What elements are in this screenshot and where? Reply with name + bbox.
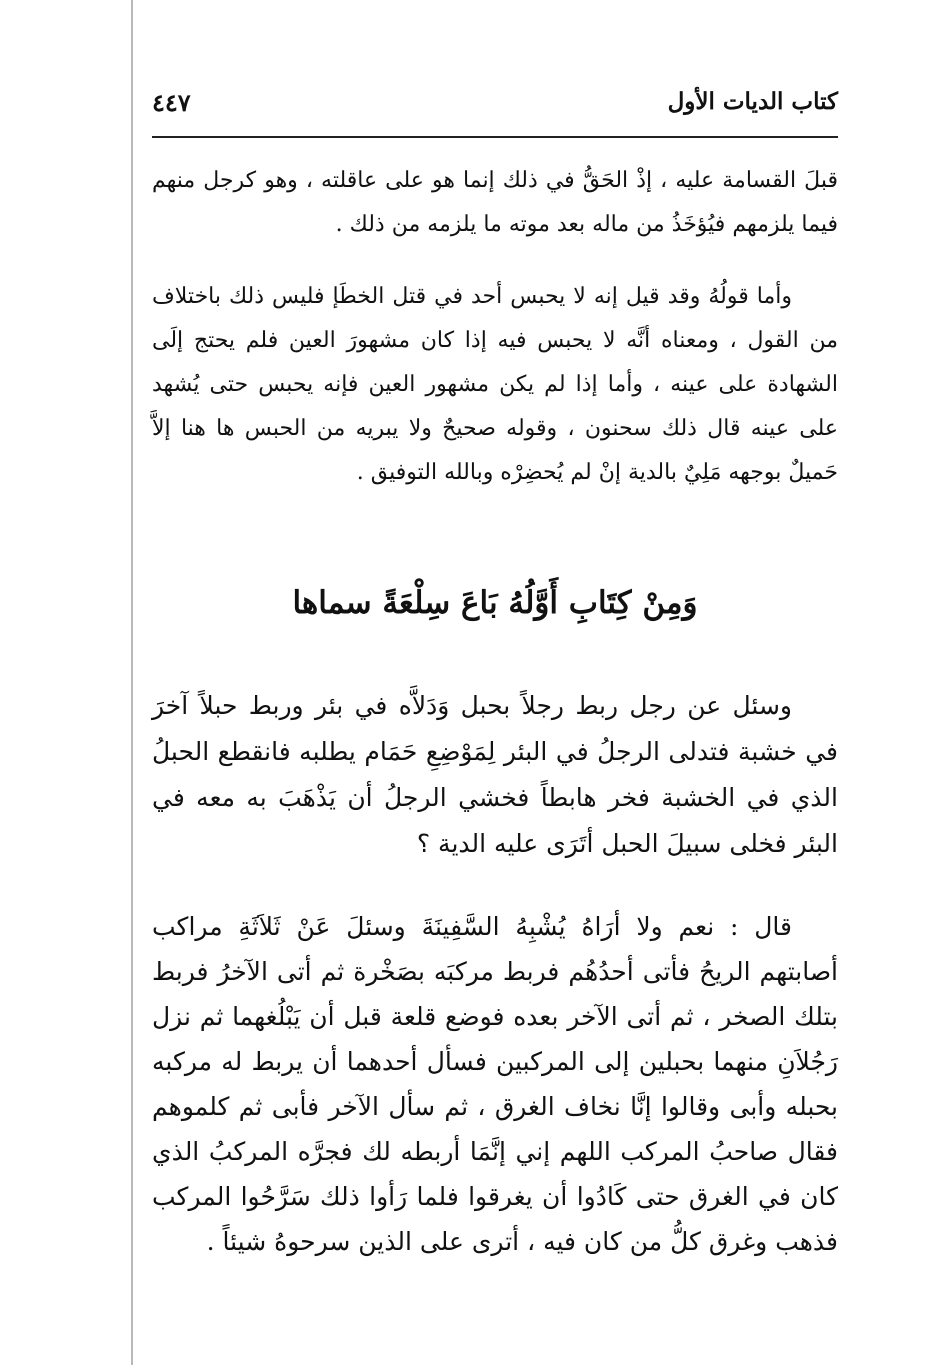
header-rule xyxy=(152,136,838,138)
paragraph-2: وأما قولُهُ وقد قيل إنه لا يحبس أحد في قتل الخطَإ فليس ذلك باختلاف من القول ، ومعناه أنَّه لا يحبس فيه إذا كان مشهورَ العين فلم يحتج إلَى الشهادة على عينه ، وأما إذا لم يكن مشهور العين فإنه يحبس حتى يُشهد على عينه قال ذلك سحنون ، وقوله صحيحٌ ولا يبريه من الحبس ها هنا إلاَّ حَميلٌ بوجهه مَلِيٌ بالدية إنْ لم يُحضِرْه وبالله التوفيق . xyxy=(152,284,838,485)
paragraph-1: قبلَ القسامة عليه ، إذْ الحَقُّ في ذلك إنما هو على عاقلته ، وهو كرجل منهم فيما يلزمهم فيُؤخَذُ من ماله بعد موته ما يلزمه من ذلك . xyxy=(152,168,838,237)
running-header xyxy=(152,88,838,128)
page-header xyxy=(152,88,838,128)
chapter-paragraph-1: وسئل عن رجل ربط رجلاً بحبل وَدَلاَّه في بئر وربط حبلاً آخرَ في خشبة فتدلى الرجلُ في البئر لِمَوْضِعِ حَمَام يطلبه فانقطع الحبلُ الذي في الخشبة فخر هابطاً فخشي الرجلُ أن يَذْهَبَ به معه في البئر فخلى سبيلَ الحبل أتَرَى عليه الدية ؟ xyxy=(152,691,838,858)
running-title: كتاب الديات الأول xyxy=(667,88,838,115)
chapter-paragraph-2: قال : نعم ولا أرَاهُ يُشْبِهُ السَّفِينَةَ وسئلَ عَنْ ثَلاَثَةِ مراكب أصابتهم الريحُ فأتى أحدُهُم فربط مركبَه بصَخْرة ثم أتى الآخرُ فربط بتلك الصخر ، ثم أتى الآخر بعده فوضع قلعة قبل أن يَبْلُغهما ثم نزل رَجُلاَنِ منهما بحبلين إلى المركبين فسأل أحدهما أن يربط له مركبه بحبله وأبى وقالوا إنَّا نخاف الغرق ، ثم سأل الآخر فأبى ثم كلموهم فقال صاحبُ المركب اللهم إني إنَّمَا أربطه لك فجرَّه المركبُ الذي كان في الغرق حتى كَادُوا أن يغرقوا فلما رَأوا ذلك سَرَّحُوا المركب فذهب وغرق كلُّ من كان فيه ، أترى على الذين سرحوهُ شيئاً . xyxy=(152,912,838,1256)
chapter-title: وَمِنْ كِتَابِ أَوَّلُهُ بَاعَ سِلْعَةً سماها xyxy=(292,585,698,621)
page-number: ٤٤٧ xyxy=(152,88,191,117)
binding-gutter-line xyxy=(131,0,133,1365)
